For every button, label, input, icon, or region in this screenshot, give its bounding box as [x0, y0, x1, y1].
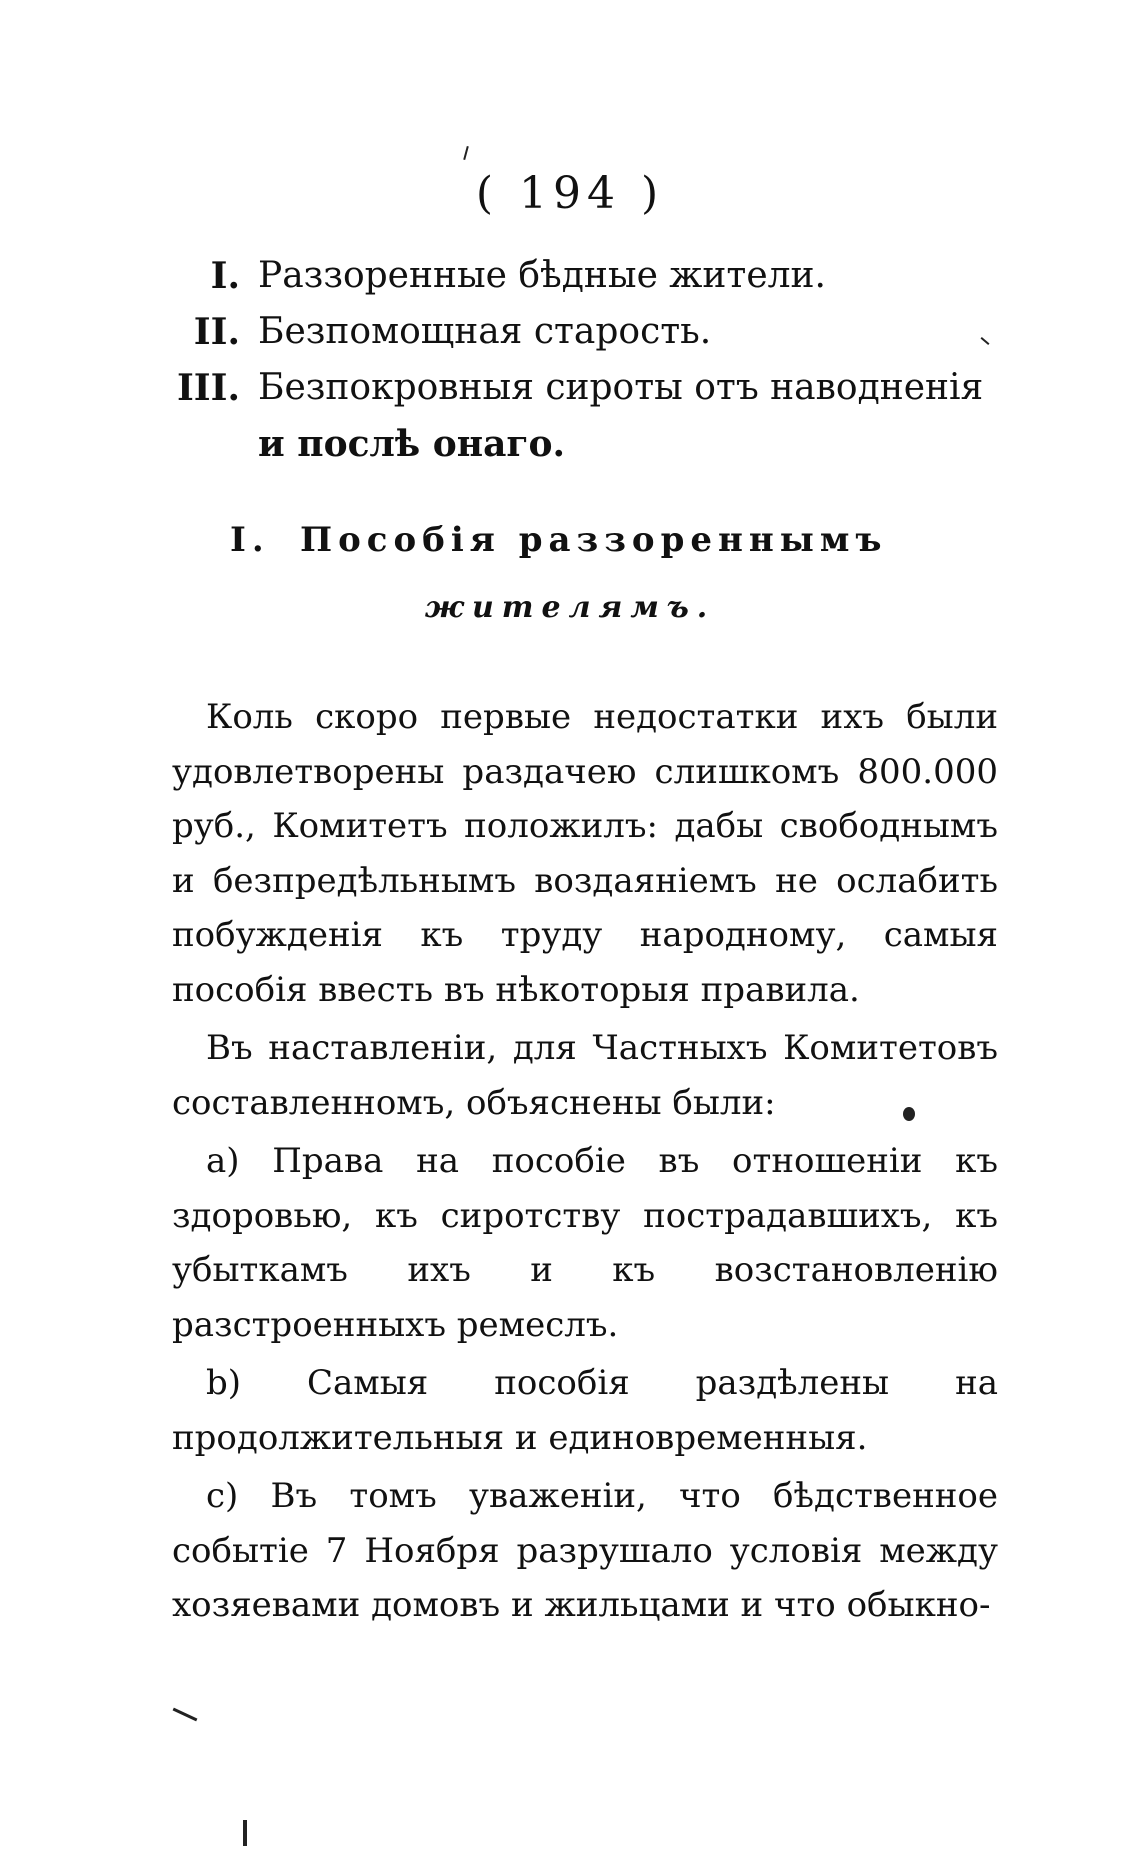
section-number: I. [230, 520, 270, 560]
section-title: Пособія раззореннымъ [300, 520, 888, 560]
list-item-text: Безпомощная старость. [258, 311, 712, 352]
list-item-number: III. [176, 367, 240, 409]
scan-speck [173, 1708, 198, 1722]
paragraph-item-b: b) Самыя пособія раздѣлены на продолжительныя и единовременныя. [172, 1363, 998, 1458]
list-item-text: Раззоренные бѣдные жители. [258, 255, 826, 296]
list-item [170, 304, 1010, 360]
body-text [172, 690, 998, 1637]
page-number: ( 194 ) [475, 168, 665, 219]
scan-speck [463, 146, 469, 160]
list-item-continuation: и послѣ онаго. [258, 423, 566, 465]
paragraph-item-c: с) Въ томъ уваженіи, что бѣдственное событіе 7 Ноября разрушало условія между хозяевами домовъ и жильцами и что обыкно- [172, 1476, 998, 1625]
list-item [170, 248, 1010, 304]
paragraph: Коль скоро первые недостатки ихъ были удовлетворены раздачею слишкомъ 800.000 руб., Комитетъ положилъ: дабы свободнымъ и безпредѣльнымъ воздаяніемъ не ослабить побужденія къ труду народному, самыя пособія ввесть въ нѣкоторыя правила. [172, 697, 998, 1010]
list-item-number: II. [193, 311, 240, 353]
scan-speck [243, 1820, 247, 1846]
section-heading [230, 520, 1010, 560]
list-item-text: Безпокровныя сироты отъ наводненія [258, 367, 984, 408]
paragraph-item-a: а) Права на пособіе въ отношеніи къ здоровью, къ сиротству пострадавшихъ, къ убыткамъ ихъ и къ возстановленію разстроенныхъ ремеслъ. [172, 1141, 998, 1345]
list-item-number: I. [210, 255, 240, 297]
paragraph: Въ наставленіи, для Частныхъ Комитетовъ составленномъ, объяснены были: [172, 1028, 998, 1123]
section-subtitle: жителямъ. [424, 590, 716, 625]
list-item [170, 360, 1010, 416]
scan-speck [903, 1107, 915, 1121]
category-list [170, 248, 1010, 472]
